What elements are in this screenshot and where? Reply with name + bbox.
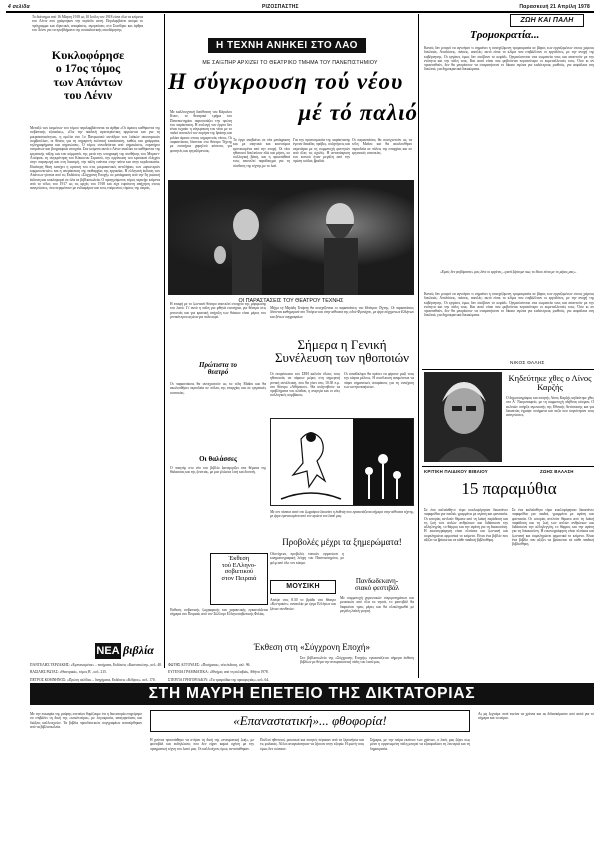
illustration-caption: Με τον πίνακα αυτό του ζωγράφου ξεκινάει η έκθεση που εγκαινιάζεται σήμερα στην αίθουσα τέχνης, με έργα εμπνευσμένα από τον αγώνα του λαού μας. xyxy=(270,510,414,519)
nea-vivlia-logo xyxy=(95,643,163,659)
critique-rule xyxy=(422,466,594,467)
fairytales-headline: 15 παραμύθια xyxy=(461,479,557,498)
actors-photo-svg xyxy=(168,180,414,295)
small-story-body-cont: Οι παραστάσεις θα συνεχιστούν ως τα τέλη Μαΐου και θα ακολουθήσει περιοδεία σε πόλεις της επαρχίας και σε εργατικές συνοικίες. xyxy=(170,382,266,395)
zoi-title: Τρομοκρατία... xyxy=(470,29,540,41)
thalasses-title: Οι θαλάσσες xyxy=(199,455,237,463)
book-entry: ΣΤΕΡΓΙΑ ΓΡΗΓΟΡΙΑΔΟΥ: «Τα τραγούδια της προσφυγιάς», σελ. 64. xyxy=(168,677,270,682)
rehearsals-headline: Προβολές μέχρι τα ξημερώματα! xyxy=(282,537,402,547)
theatre-headline-a: Η σύγκρουση τού νέου xyxy=(168,69,404,94)
painting-illustration xyxy=(270,418,414,506)
music-body: Απόψε στις 8.30 το βράδυ στο θέατρο «Κεντρικόν» συναυλία με έργα Ελλήνων και ξένων συνθετών. xyxy=(270,598,336,611)
left-column-rule xyxy=(164,14,165,668)
theatre-banner: Η ΤΕΧΝΗ ΑΝΗΚΕΙ ΣΤΟ ΛΑΟ xyxy=(208,38,366,53)
book-entry: ΠΑΝΤΕΛΗΣ ΤΕΡΖΑΚΗΣ: «Εμπνευσμένα» – ποιήματα, Εκδόσεις «Καστανιώτη», σελ. 48. xyxy=(30,663,162,667)
banner-col-5: Ας μη ξεχνάμε ποτέ εκείνα τα χρόνια και ας διδασκόμαστε από αυτά για το σήμερα και το αύριο. xyxy=(478,712,594,721)
synchroni-headline: Έκθεση στη «Σύγχρονη Εποχή» xyxy=(253,642,371,652)
paper-name: ΡΙΖΟΣΠΑΣΤΗΣ xyxy=(262,4,299,10)
karzis-headline: Κηδεύτηκε χθες ο Λίνος Καρζής xyxy=(508,373,592,392)
banner-col-1: Με την ευκαιρία της μαύρης επετείου θυμίζουμε ότι η δικτατορία επιχείρησε να επιβάλει τη δική της «κουλτούρα», με λογοκρισία, απαγορεύσεις και διώξεις καλλιτεχνών. Τα βιβλία προοδευτικών συγγραφέων αποσύρθηκαν από τα βιβλιοπωλεία. xyxy=(30,712,142,729)
fairytales-body-1: Σε ένα καλαίσθητο τόμο κυκλοφόρησαν δεκαπέντε παραμύθια για παιδιά, γραμμένα με αγάπη και φαντασία. Οι ιστορίες αντλούν θέματα από τη λαϊκή παράδοση και τη ζωή των απλών ανθρώπων και διδάσκουν την αλληλεγγύη, το θάρρος και την αγάπη για τη δικαιοσύνη. Η εικονογράφηση είναι πλούσια και ζωντανή και συμπληρώνει αρμονικά το κείμενο. Είναι ένα βιβλίο που αξίζει να βρίσκεται σε κάθε παιδική βιβλιοθήκη. xyxy=(424,508,508,543)
book-entry: ΒΑΣΙΛΗΣ ΡΩΤΑΣ: «Θεατρικά», τόμος Β΄, σελ. 215. xyxy=(30,670,107,675)
theatre-kicker: ΜΕ ΣΑΙΞΠΗΡ ΑΡΧΙΖΕΙ ΤΟ ΘΕΑΤΡΙΚΟ ΤΜΗΜΑ ΤΟΥ ΠΑΝΕΠΙΣΤΗΜΙΟΥ xyxy=(202,60,378,66)
rehearsals-body: Ολονύχτιες προβολές ταινιών οργανώνει η κινηματογραφική λέσχη του Πανεπιστημίου, με φιλμ από όλο τον κόσμο. xyxy=(270,552,344,565)
nea-vivlia-list-2 xyxy=(168,663,296,685)
zoi-kai-pali-label xyxy=(510,14,584,27)
lenin-headline-line: των Απάντων xyxy=(53,74,123,89)
zoi-signature: ΝΙΚΟΣ ΘΑΛΗΣ xyxy=(510,361,545,366)
theatre-col-1: Με καλλιτεχνική διεύθυνση του Κάρολου Κουν, το θεατρικό τμήμα του Πανεπιστημίου παρουσιάζει την πρώτη του παράσταση. Η επιλογή του έργου δεν είναι τυχαία: η σύγκρουση του νέου με το παλιό αποτελεί τον πυρήνα της δράσης και μιλάει άμεσα στους σημερινούς νέους. Οι παραστάσεις δίνονται στο θέατρο Τέχνης με εισιτήρια χαμηλού κόστους για φοιτητές και εργαζόμενους. xyxy=(170,110,232,153)
small-story-title: Πρώτιστα το θεατρό xyxy=(199,361,237,377)
exhibition-box xyxy=(210,553,268,605)
synchroni-body: Στο βιβλιοπωλείο της «Σύγχρονης Εποχής» εγκαινιάζεται σήμερα έκθεση βιβλίων με θέμα την αντιφασιστική πάλη του λαού μας. xyxy=(300,656,414,665)
masthead-rule xyxy=(6,11,594,13)
theatre-headline-b: μέ τό παλιό xyxy=(298,100,418,125)
critique-label: ΚΡΙΤΙΚΗ ΠΑΙΔΙΚΟΥ ΒΙΒΛΙΟΥ xyxy=(424,469,488,474)
banner-col-4: Σήμερα, με την πείρα εκείνων των χρόνων, ο λαός μας ξέρει πως μόνο η οργανωμένη πάλη μπορεί να εξασφαλίσει τη λευτεριά και τη δημοκρατία. xyxy=(370,738,470,751)
book-entry: ΕΥΓΕΝΙΑ ΓΡΑΜΜΑΤΙΚΑ: «Μνήμες από τη σκλαβιά», Αθήνα 1978. xyxy=(168,670,269,675)
masthead-date: Παρασκευή 21 Απρίλη 1978 xyxy=(519,4,590,10)
zoi-label-text: ΖΩΗ ΚΑΙ ΠΑΛΗ xyxy=(520,17,574,24)
portrait-svg xyxy=(424,372,502,462)
left-intro: Το διάταγμα από 16 Μάρτη 1918 ως 10 Ιούλη του 1918 είναι όλα τα κείμενα του Λένιν που γράφτηκαν την περίοδο αυτή. Περιλαμβάνει ακόμα το πρόγραμμα και ιδρυτικές αποφάσεις, αγορεύσεις στο Συνέδριο και άρθρα του Λένιν για τα προβλήματα της σοσιαλιστικής οικοδόμησης. xyxy=(32,15,143,32)
zoi-bottom-rule xyxy=(422,369,594,370)
dictatorship-banner: ΣΤΗ ΜΑΥΡΗ ΕΠΕΤΕΙΟ ΤΗΣ ΔΙΚΤΑΤΟΡΙΑΣ xyxy=(30,683,594,705)
lenin-headline xyxy=(30,49,146,103)
photo-text: Μέχρι τη Μεγάλη Τετάρτη θα συνεχίζονται οι παραστάσεις του Θεάτρου Τέχνης. Οι παραστάσεις δίνονται καθημερινά στο Υπόγειο και στην αίθουσα της οδού Φρυνίχου, με έργα σύγχρονων Ελλήνων και ξένων συγγραφέων. xyxy=(270,306,414,319)
critic-name: ΖΩΗΣ ΒΑΛΑΣΗ xyxy=(540,469,574,474)
book-entry: ΦΩΤΗΣ ΑΓΓΟΥΛΕΣ: «Ποιήματα», νέα έκδοση, σελ. 96. xyxy=(168,663,251,667)
assembly-aside: Οι συνάδελφοι θα πρέπει να φέρουν μαζί τους την κάρτα μέλους. Η συνέλευση αναμένεται να πάρει σημαντικές αποφάσεις για τη συνέχιση των κινητοποιήσεων. xyxy=(344,372,414,389)
music-box xyxy=(270,580,336,594)
book-entry: ΠΕΤΡΟΣ ΚΟΜΝΗΝΟΣ: «Πρώτη σελίδα» – διηγήματα, Εκδόσεις «Κέδρος», σελ. 170. xyxy=(30,677,156,682)
painting-svg xyxy=(271,419,414,506)
zoi-quote: «Εμείς δεν φοβόμαστε» μας λένε οι εργάτες, «γιατί ξέρουμε πως το δίκιο είναι με το μέρος μας». xyxy=(440,270,577,274)
nea-label: ΝΕΑ xyxy=(96,645,120,657)
theatre-col-2: Το έργο ανεβαίνει σε νέα μετάφραση και με σκηνικά και κοστούμια εμπνευσμένα από την εποχή. Οι νέοι ηθοποιοί δουλεύουν εδώ και μήνες, σε συλλογική βάση, και η προσπάθειά τους αποτελεί παράδειγμα για τη σύνδεση της τέχνης με το λαό. xyxy=(233,138,290,168)
fairytales-body-2: Σε ένα καλαίσθητο τόμο κυκλοφόρησαν δεκαπέντε παραμύθια για παιδιά, γραμμένα με αγάπη και φαντασία. Οι ιστορίες αντλούν θέματα από τη λαϊκή παράδοση και τη ζωή των απλών ανθρώπων και διδάσκουν την αλληλεγγύη, το θάρρος και την αγάπη για τη δικαιοσύνη. Η εικονογράφηση είναι πλούσια και ζωντανή και συμπληρώνει αρμονικά το κείμενο. Είναι ένα βιβλίο που αξίζει να βρίσκεται σε κάθε παιδική βιβλιοθήκη. xyxy=(512,508,594,547)
zoi-body-cont: Κανείς δεν μπορεί να αγνοήσει τι σημαίνει η συνεχιζόμενη τρομοκρατία σε βάρος των εργαζομένων στους χώρους δουλειάς. Απολύσεις, πιέσεις, απειλές: αυτό είναι το κλίμα που επιβάλλουν οι εργοδότες, με την ανοχή της κυβέρνησης. Οι εργάτες όμως δεν σκύβουν το κεφάλι. Οργανώνονται στα σωματεία τους και απαντούν με την ενότητα και την πάλη τους. Και αυτό είναι που φοβούνται περισσότερο οι εκμεταλλευτές τους. Όσο κι αν προσπαθούν, δεν θα μπορέσουν να σταματήσουν το δίκαιο αγώνα για καλύτερους μισθούς, για ασφάλεια στη δουλειά, για δημοκρατικά δικαιώματα. xyxy=(424,292,594,318)
lenin-headline-line: ο 17ος τόμος xyxy=(55,61,121,76)
lenin-headline-line: του Λένιν xyxy=(63,88,113,103)
karzis-body: Ο δημοσιογράφος και ποιητής Λίνος Καρζής κηδεύτηκε χθες στο Α΄ Νεκροταφείο, με τη συμμετοχή πλήθους κόσμου. Ο εκλιπών υπήρξε αγωνιστής της Εθνικής Αντίστασης και για δεκαετίες έγραψε ποιήματα και πεζά που συγκίνησαν τους αναγνώστες. xyxy=(506,396,594,418)
center-right-rule xyxy=(418,14,419,678)
thalasses-body: Ο ποιητής στο νέο του βιβλίο ξαναγυρίζει στα θέματα της θάλασσας και της ξενιτιάς, με μια γλώσσα λιτή και δυνατή. xyxy=(170,466,266,475)
vivlia-label: βιβλία xyxy=(123,643,154,657)
banner-col-2: Η χούντα προσπάθησε να στήσει τη δική της «πνευματική ζωή», με φεστιβάλ και εκδηλώσεις που δεν είχαν καμιά σχέση με την πραγματική τέχνη του λαού μας. Οι καλλιτέχνες όμως αντιστάθηκαν. xyxy=(150,738,254,751)
assembly-headline: Σήμερα η Γενική Συνέλευση των ηθοποιών xyxy=(274,337,410,366)
festival-body: Με συμμετοχή χορευτικών συγκροτημάτων και μουσικών από όλα τα νησιά, το φεστιβάλ θα διαρκέσει τρεις μέρες και θα ολοκληρωθεί με μεγάλη λαϊκή γιορτή. xyxy=(340,596,414,613)
lenin-body: Μεταξύ των κειμένων του τόμου περιλαμβάνονται τα άρθρα «Οι άμεσες καθήκοντα της σοβιετικής εξουσίας», «Για την παιδική αριστερίστικη αρρώστια και για τη μικροαστικότητα», η ομιλία στο 1ο Πανρωσικό συνέδριο των λαϊκών οικονομικών συμβουλίων, οι θέσεις για τη σημερινή πολιτική κατάσταση, καθώς και γράμματα, τηλεγραφήματα και σημειώσεις. Ο τόμος συνοδεύεται από σημειώσεις, ευρετήριο ονομάτων και βιογραφικά στοιχεία. Στα κείμενα αυτά ο Λένιν αναλύει τα καθήκοντα της εργατικής τάξης και του κόμματός της μετά την υπογραφή της συνθήκης του Μπρεστ-Λιτόφσκ, τη συγκρότηση του Κόκκινου Στρατού, την οργάνωση του κρατικού ελέγχου στην παραγωγή και στη διανομή, την πάλη ενάντια στην πείνα και στην κερδοσκοπία. Ιδιαίτερη θέση κατέχει η κριτική του στις μικροαστικές αντιλήψεις των «αριστερών κομμουνιστών» και η υπεράσπιση της πειθαρχίας της εργασίας. Η ελληνική έκδοση των Απάντων γίνεται από τις Εκδόσεις «Σύγχρονη Εποχή» σε μετάφραση από την 5η ρωσική έκδοση και κυκλοφορεί σε όλα τα βιβλιοπωλεία. Ο προηγούμενος τόμος περιείχε κείμενα από το τέλος του 1917 ως τις αρχές του 1918 και είχε ευρύτατη απήχηση στους αναγνώστες, που περιμένουν με ενδιαφέρον και τους επόμενους τόμους της σειράς. xyxy=(30,126,160,191)
theatre-col-3: Για την προετοιμασία της παράστασης έγιναν δεκάδες πρόβες, συζητήσεις και σεμινάρια με τη συμμετοχή φοιτητών από όλες τις σχολές. Η ανταπόκριση του κοινού ήταν μεγάλη από την πρώτη κιόλας βραδιά. xyxy=(293,138,350,164)
karzis-portrait xyxy=(424,372,502,462)
exhibition-body: Έκθεση σοβιετικής ζωγραφικής και χαρακτικής εγκαινιάζεται σήμερα στο Πειραιά, από τον Σύλλογο Ελληνοσοβιετικής Φιλίας. xyxy=(170,608,268,617)
small-story-intro: Η επαφή με το ζωντανό θέατρο αποτελεί στοιχείο της μόρφωσης του λαού. Γι' αυτό η πάλη για φθηνά εισιτήρια, για θέατρα στις γειτονιές και για κρατική στήριξη των θιάσων είναι μέρος του γενικότερου αγώνα για πολιτισμό. xyxy=(170,302,266,319)
festival-title: Πανδωδεκανη- σιακό φεστιβάλ xyxy=(354,577,400,593)
theatre-col-4: Οι παραστάσεις θα συνεχιστούν ως τα τέλη Μαΐου και θα ακολουθήσει περιοδεία σε πόλεις της επαρχίας και σε εργατικές συνοικίες. xyxy=(352,138,412,155)
exhibition-title: Έκθεση τού ΕΛληνο- σοβιετικού στον Πειραιά xyxy=(221,555,257,582)
banner-subtitle-box xyxy=(150,710,470,732)
zoi-body: Κανείς δεν μπορεί να αγνοήσει τι σημαίνει η συνεχιζόμενη τρομοκρατία σε βάρος των εργαζομένων στους χώρους δουλειάς. Απολύσεις, πιέσεις, απειλές: αυτό είναι το κλίμα που επιβάλλουν οι εργοδότες, με την ανοχή της κυβέρνησης. Οι εργάτες όμως δεν σκύβουν το κεφάλι. Οργανώνονται στα σωματεία τους και απαντούν με την ενότητα και την πάλη τους. Και αυτό είναι που φοβούνται περισσότερο οι εκμεταλλευτές τους. Όσο κι αν προσπαθούν, δεν θα μπορέσουν να σταματήσουν το δίκαιο αγώνα για καλύτερους μισθούς, για ασφάλεια στη δουλειά, για δημοκρατικά δικαιώματα. xyxy=(424,46,594,72)
banner-col-3: Πολλοί ηθοποιοί, μουσικοί και ποιητές πέρασαν από τα ξερονήσια και τις φυλακές. Άλλοι αναγκάστηκαν να ζήσουν στην εξορία. Η φωνή τους όμως δεν σώπασε. xyxy=(260,738,364,751)
photo-caption: ΟΙ ΠΑΡΑΣΤΑΣΕΙΣ ΤΟΥ ΘΕΑΤΡΟΥ ΤΕΧΝΗΣ xyxy=(238,298,344,304)
assembly-body: Οι εκπρόσωποι του ΣΕΗ καλούν όλους τους ηθοποιούς να πάρουν μέρος στη σημερινή γενική συνέλευση, που θα γίνει στις 10.30 π.μ. στο θέατρο «Αθήναιον». Θα συζητηθούν τα προβλήματα του κλάδου, η ανεργία και οι νέες συλλογικές συμβάσεις. xyxy=(270,372,340,398)
page-label: 4 σελίδα xyxy=(8,4,30,10)
lenin-headline-line: Κυκλοφόρησε xyxy=(51,48,125,62)
banner-subtitle: «Επαναστατική»... φθοφορία! xyxy=(233,713,387,728)
theatre-photo xyxy=(168,180,414,295)
music-label: ΜΟΥΣΙΚΗ xyxy=(286,583,320,590)
